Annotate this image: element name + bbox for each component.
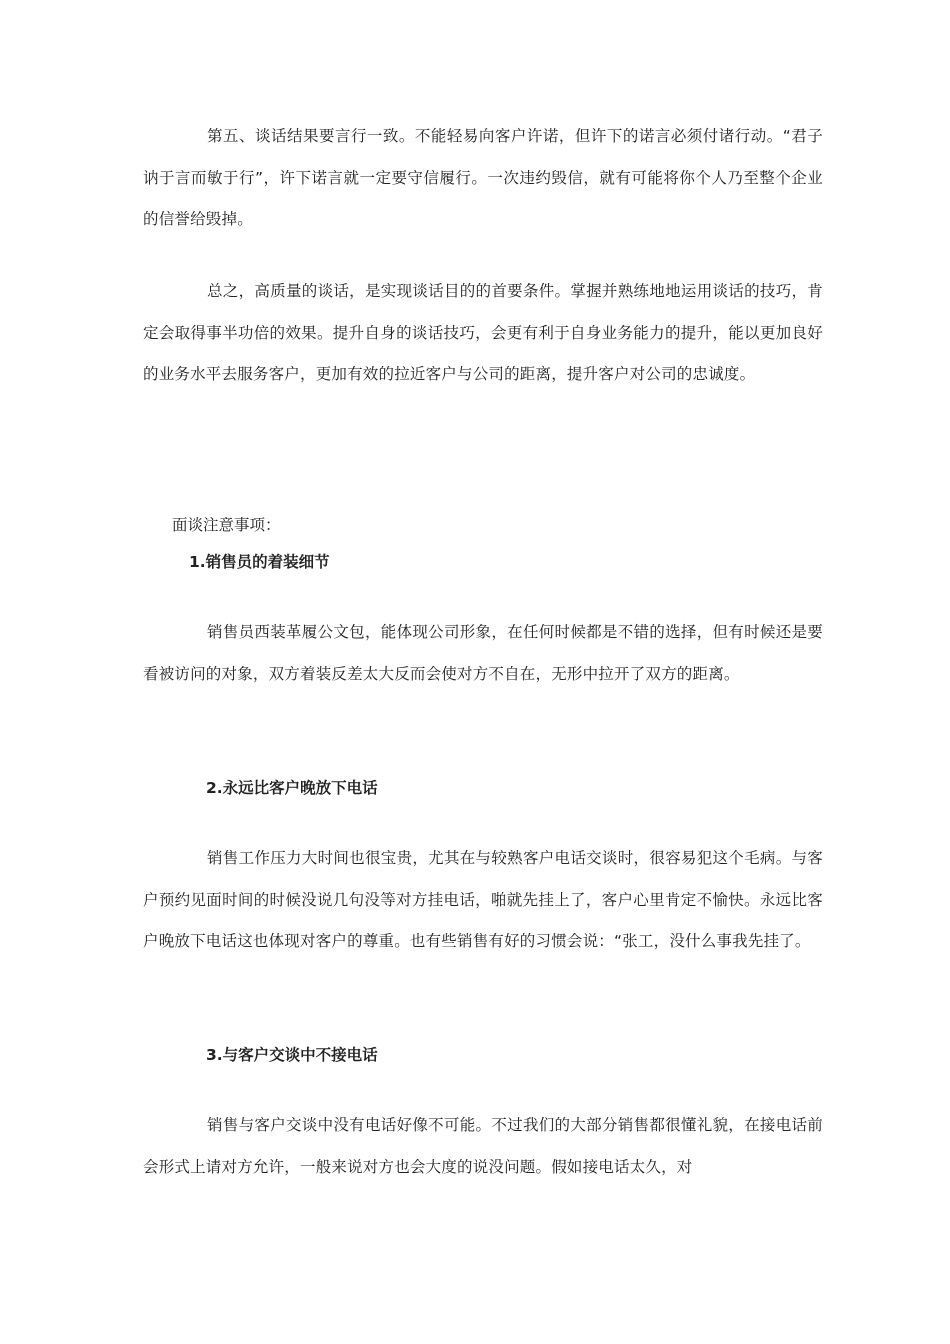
section-body-phone-hangup: 销售工作压力大时间也很宝贵，尤其在与较熟客户电话交谈时，很容易犯这个毛病。与客户预约见面时间的时候没说几句没等对方挂电话，啪就先挂上了，客户心里肯定不愉快。永远比客户晚放下电话这也体现对客户的尊重。也有些销售有好的习惯会说：“张工，没什么事我先挂了。 bbox=[143, 849, 823, 950]
section-body-dress: 销售员西装革履公文包，能体现公司形象，在任何时候都是不错的选择，但有时候还是要看被访问的对象，双方着装反差太大反而会使对方不自在，无形中拉开了双方的距离。 bbox=[143, 623, 823, 683]
notes-title: 面谈注意事项： bbox=[172, 516, 281, 534]
section-heading-phone-hangup: 2.永远比客户晚放下电话 bbox=[206, 779, 378, 797]
section-heading-dress: 1.销售员的着装细节 bbox=[189, 553, 330, 571]
section-body-no-calls: 销售与客户交谈中没有电话好像不可能。不过我们的大部分销售都很懂礼貌，在接电话前会形式上请对方允许，一般来说对方也会大度的说没问题。假如接电话太久，对 bbox=[143, 1116, 823, 1176]
section-heading-no-calls: 3.与客户交谈中不接电话 bbox=[206, 1046, 378, 1064]
paragraph-summary: 总之，高质量的谈话，是实现谈话目的的首要条件。掌握并熟练地地运用谈话的技巧，肯定会取得事半功倍的效果。提升自身的谈话技巧，会更有利于自身业务能力的提升，能以更加良好的业务水平去服务客户，更加有效的拉近客户与公司的距离，提升客户对公司的忠诚度。 bbox=[143, 282, 823, 383]
paragraph-speech-consistency: 第五、谈话结果要言行一致。不能轻易向客户许诺，但许下的诺言必须付诸行动。“君子讷于言而敏于行”，许下诺言就一定要守信履行。一次违约毁信，就有可能将你个人乃至整个企业的信誉给毁掉。 bbox=[143, 127, 823, 228]
